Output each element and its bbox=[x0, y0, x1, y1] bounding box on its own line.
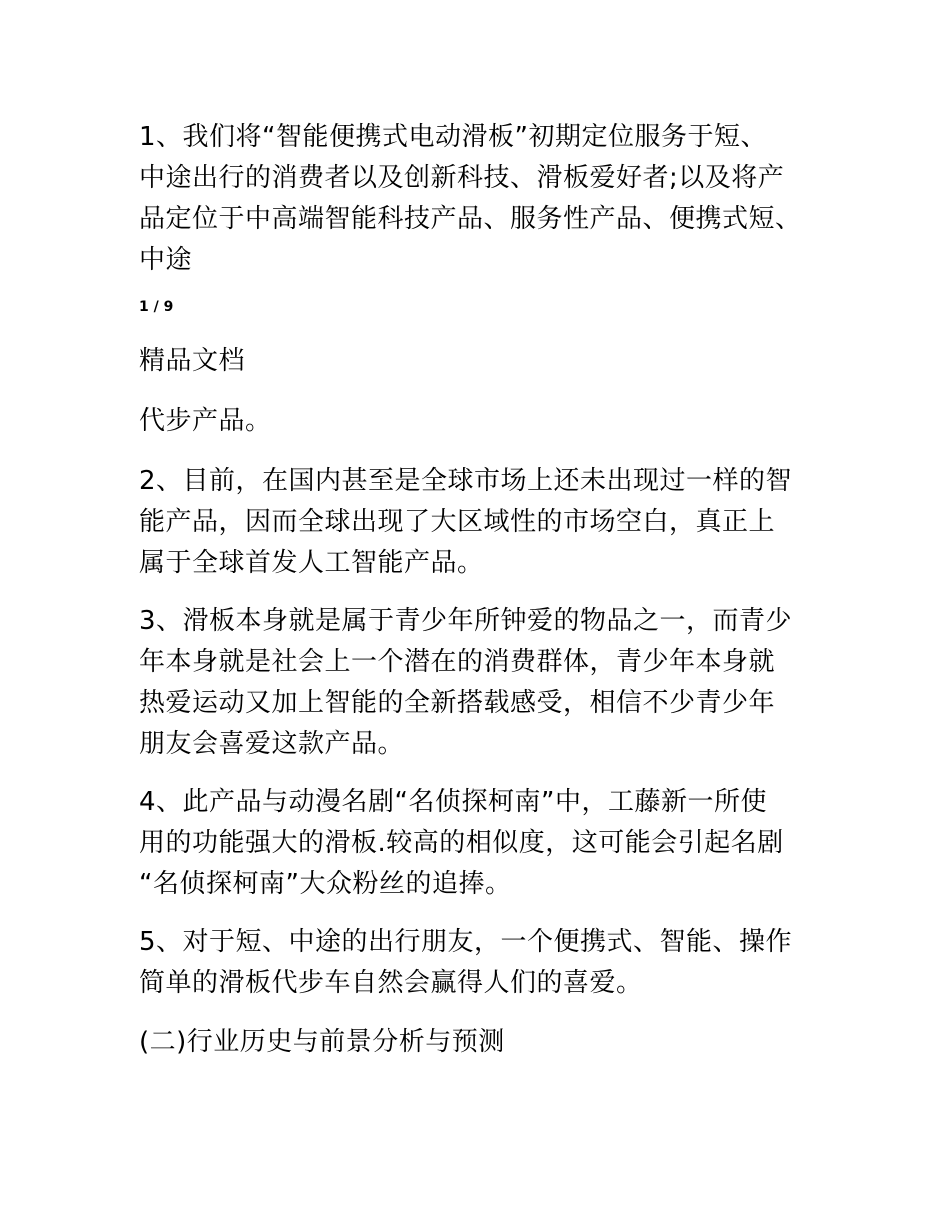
paragraph-3-line-2: 年本身就是社会上一个潜在的消费群体，青少年本身就 bbox=[139, 647, 776, 677]
paragraph-2-line-3: 属于全球首发人工智能产品。 bbox=[139, 548, 484, 578]
section-heading: (二)行业历史与前景分析与预测 bbox=[139, 1027, 505, 1057]
paragraph-1-line-3: 品定位于中高端智能科技产品、服务性产品、便携式短、 bbox=[139, 204, 802, 234]
page-number: 1 / 9 bbox=[139, 299, 174, 315]
paragraph-2-line-1: 2、目前，在国内甚至是全球市场上还未出现过一样的智 bbox=[139, 466, 793, 496]
paragraph-4-line-2: 用的功能强大的滑板.较高的相似度，这可能会引起名剧 bbox=[139, 828, 784, 858]
paragraph-3-line-3: 热爱运动又加上智能的全新搭载感受，相信不少青少年 bbox=[139, 688, 776, 718]
paragraph-4-line-3: “名侦探柯南”大众粉丝的追捧。 bbox=[139, 869, 512, 899]
paragraph-4-line-1: 4、此产品与动漫名剧“名侦探柯南”中，工藤新一所使 bbox=[139, 787, 767, 817]
paragraph-1-line-1: 1、我们将“智能便携式电动滑板”初期定位服务于短、 bbox=[139, 122, 767, 152]
paragraph-3-line-1: 3、滑板本身就是属于青少年所钟爱的物品之一，而青少 bbox=[139, 606, 793, 636]
paragraph-1-line-4: 中途 bbox=[139, 245, 193, 275]
paragraph-1-line-2: 中途出行的消费者以及创新科技、滑板爱好者;以及将产 bbox=[139, 163, 785, 193]
paragraph-5-line-2: 简单的滑板代步车自然会赢得人们的喜爱。 bbox=[139, 968, 643, 998]
paragraph-5-line-1: 5、对于短、中途的出行朋友，一个便携式、智能、操作 bbox=[139, 927, 793, 957]
page-header: 精品文档 bbox=[139, 346, 246, 376]
paragraph-2-line-2: 能产品，因而全球出现了大区域性的市场空白，真正上 bbox=[139, 507, 776, 537]
paragraph-1-continued: 代步产品。 bbox=[139, 406, 272, 436]
paragraph-3-line-4: 朋友会喜爱这款产品。 bbox=[139, 729, 405, 759]
